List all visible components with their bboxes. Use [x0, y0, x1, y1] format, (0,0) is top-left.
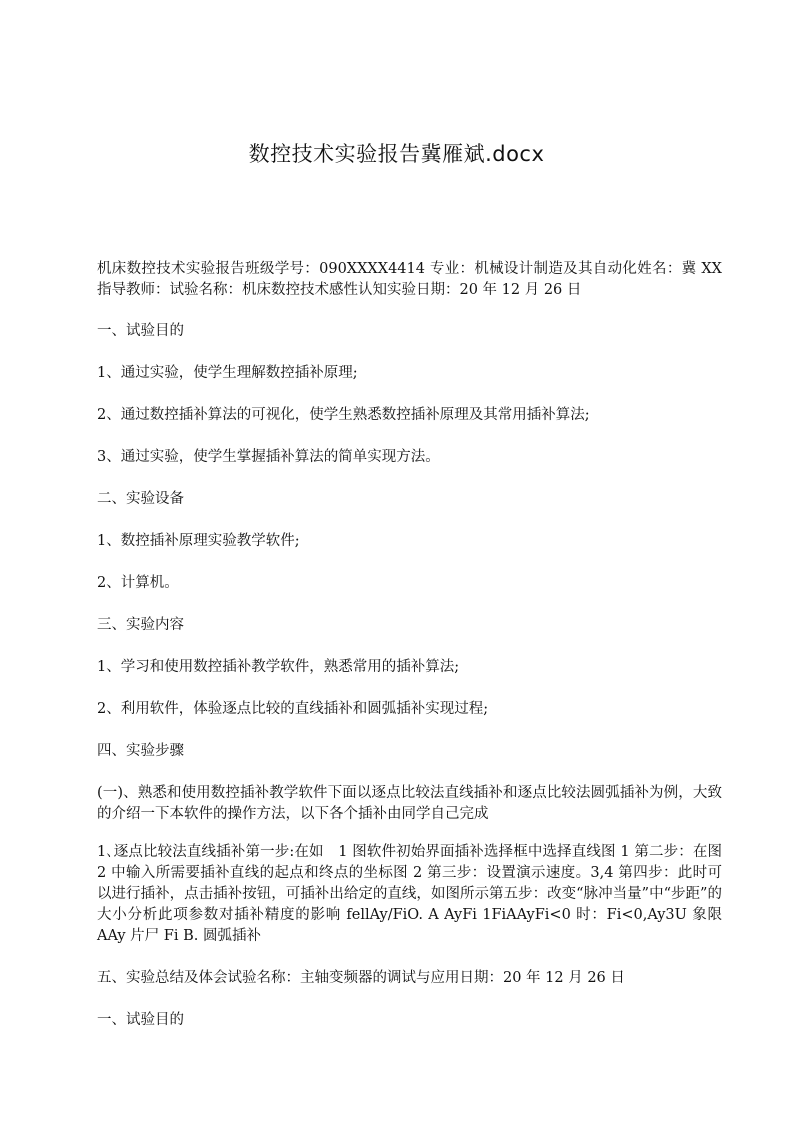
section-heading-objective: 一、试验目的	[97, 323, 184, 339]
equipment-item-1: 1、数控插补原理实验教学软件;	[97, 533, 300, 549]
objective-item-3: 3、通过实验，使学生掌握插补算法的简单实现方法。	[97, 449, 440, 465]
objective-item-2: 2、通过数控插补算法的可视化，使学生熟悉数控插补原理及其常用插补算法;	[97, 407, 590, 423]
header-info: 机床数控技术实验报告班级学号：090XXXX4414 专业：机械设计制造及其自动化姓名：冀 XX 指导教师：试验名称：机床数控技术感性认知实验日期：20 年 12 月 26 日	[97, 261, 722, 298]
equipment-item-2: 2、计算机。	[97, 575, 179, 591]
section-heading-content: 三、实验内容	[97, 617, 184, 633]
document-title: 数控技术实验报告冀雁斌.docx	[248, 142, 545, 166]
steps-linear-interpolation: 1､逐点比较法直线插补第一步:在如 1 图软件初始界面插补选择框中选择直线图 1 第二步：在图 2 中输入所需要插补直线的起点和终点的坐标图 2 第三步：设置演示速度。3,4 第四步：此时可以进行插补，点击插补按钮，可插补出给定的直线，如图所示第五步：改变“脉冲当量”中“步距”的大小分析此项参数对插补精度的影响 fellAy/FiO. A AyFi 1FiAAyFi<0 时：Fi<0,Ay3U 象限 AAy 片尸 Fi B. 圆弧插补	[97, 844, 737, 944]
content-item-2: 2、利用软件，体验逐点比较的直线插补和圆弧插补实现过程;	[97, 701, 489, 717]
document-body	[97, 259, 737, 1052]
section-heading-equipment: 二、实验设备	[97, 491, 184, 507]
section-heading-summary: 五、实验总结及体会试验名称：主轴变频器的调试与应用日期：20 年 12 月 26 日	[97, 970, 625, 986]
section-heading-objective-2: 一、试验目的	[97, 1012, 184, 1028]
objective-item-1: 1、通过实验，使学生理解数控插补原理;	[97, 365, 358, 381]
steps-intro: (一)、熟悉和使用数控插补教学软件下面以逐点比较法直线插补和逐点比较法圆弧插补为例，大致的介绍一下本软件的操作方法，以下各个插补由同学自己完成	[97, 785, 722, 822]
section-heading-steps: 四、实验步骤	[97, 743, 184, 759]
content-item-1: 1、学习和使用数控插补教学软件，熟悉常用的插补算法;	[97, 659, 460, 675]
